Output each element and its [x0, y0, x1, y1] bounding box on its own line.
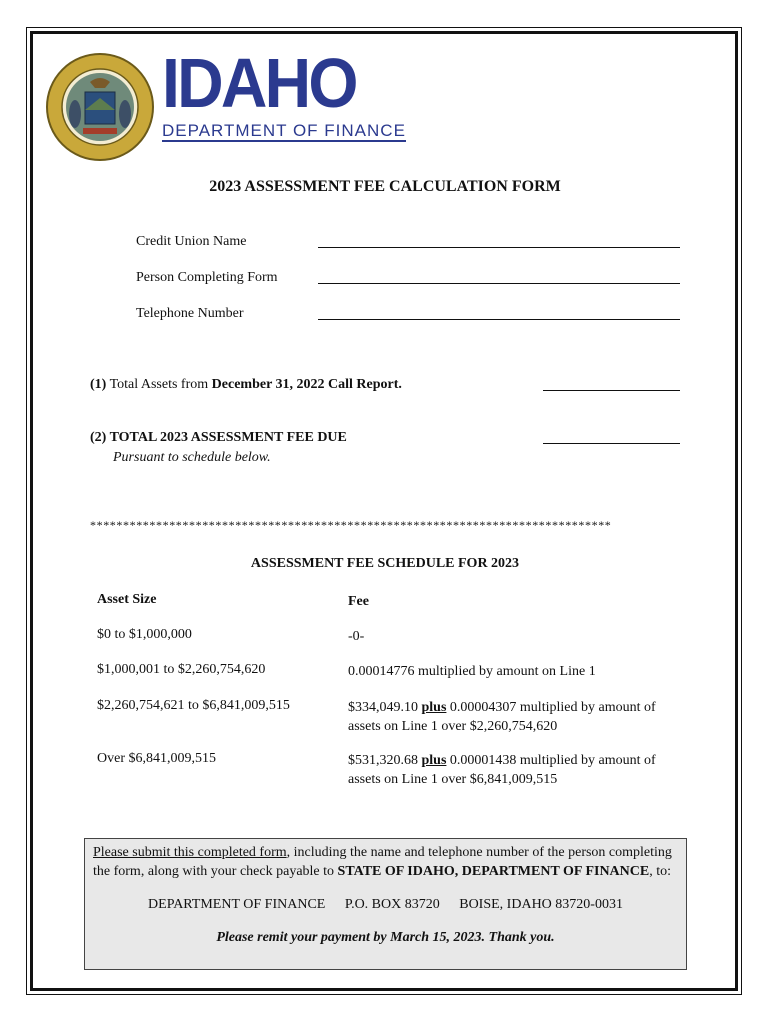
idaho-state-seal — [45, 52, 155, 162]
instructions-text — [93, 843, 678, 881]
line1-text: Total Assets from — [109, 377, 212, 392]
fee-text: 0.00014776 multiplied by amount on Line 1 — [348, 664, 596, 679]
remit-note: Please remit your payment by March 15, 2023. Thank you. — [216, 930, 555, 945]
total-fee-due-line[interactable] — [543, 443, 680, 444]
field-label-credit-union: Credit Union Name — [136, 234, 247, 249]
plus-word: plus — [421, 753, 447, 768]
total-assets-line[interactable] — [543, 390, 680, 391]
address-line: P.O. BOX 83720 — [344, 897, 440, 912]
plus-word: plus — [421, 700, 447, 715]
instructions-text2: , to: — [649, 864, 672, 879]
fee-rate: 0.00001438 multiplied by amount of assets on Line 1 over $6,841,009,515 — [348, 753, 656, 787]
schedule-row-fee — [348, 627, 678, 646]
line1-bold: December 31, 2022 Call Report. — [211, 377, 402, 392]
instructions-underlined: Please submit this completed form — [93, 845, 287, 860]
field-label-person: Person Completing Form — [136, 270, 278, 285]
schedule-row-fee — [348, 751, 678, 789]
header-fee: Fee — [348, 594, 369, 609]
instructions-text1: , including the name and telephone number of the person completing the form, along with your check payable to — [93, 845, 672, 879]
brand-wordmark: IDAHO — [162, 44, 356, 122]
schedule-row-fee — [348, 662, 678, 681]
fee-base: $531,320.68 — [348, 753, 422, 768]
separator: ******************************************************************************* — [90, 518, 612, 532]
address-line: BOISE, IDAHO 83720-0031 — [459, 897, 623, 912]
header-asset-size: Asset Size — [97, 592, 157, 607]
schedule-row-size: $1,000,001 to $2,260,754,620 — [97, 662, 266, 677]
schedule-row-size: $0 to $1,000,000 — [97, 627, 192, 642]
field-label-telephone: Telephone Number — [136, 306, 244, 321]
telephone-number-line[interactable] — [318, 319, 680, 320]
schedule-row-size: Over $6,841,009,515 — [97, 751, 216, 766]
instructions-box — [84, 838, 687, 970]
fee-rate: 0.00004307 multiplied by amount of assets on Line 1 over $2,260,754,620 — [348, 700, 656, 734]
line1-label — [90, 377, 402, 393]
schedule-row-size: $2,260,754,621 to $6,841,009,515 — [97, 698, 290, 713]
idaho-dof-logo — [162, 44, 406, 142]
fee-text: -0- — [348, 629, 365, 644]
schedule-row-fee — [348, 698, 678, 736]
line2-note: Pursuant to schedule below. — [113, 450, 271, 465]
person-completing-form-line[interactable] — [318, 283, 680, 284]
form-title: 2023 ASSESSMENT FEE CALCULATION FORM — [209, 178, 561, 195]
instructions-payee: STATE OF IDAHO, DEPARTMENT OF FINANCE — [337, 864, 650, 879]
schedule-title: ASSESSMENT FEE SCHEDULE FOR 2023 — [250, 556, 520, 571]
address-line: DEPARTMENT OF FINANCE — [148, 897, 326, 912]
line2-label: (2) TOTAL 2023 ASSESSMENT FEE DUE — [90, 430, 347, 445]
credit-union-name-line[interactable] — [318, 247, 680, 248]
fee-base: $334,049.10 — [348, 700, 422, 715]
mailing-address — [93, 895, 678, 914]
line1-number: (1) — [90, 377, 107, 392]
brand-department: DEPARTMENT OF FINANCE — [162, 121, 406, 140]
